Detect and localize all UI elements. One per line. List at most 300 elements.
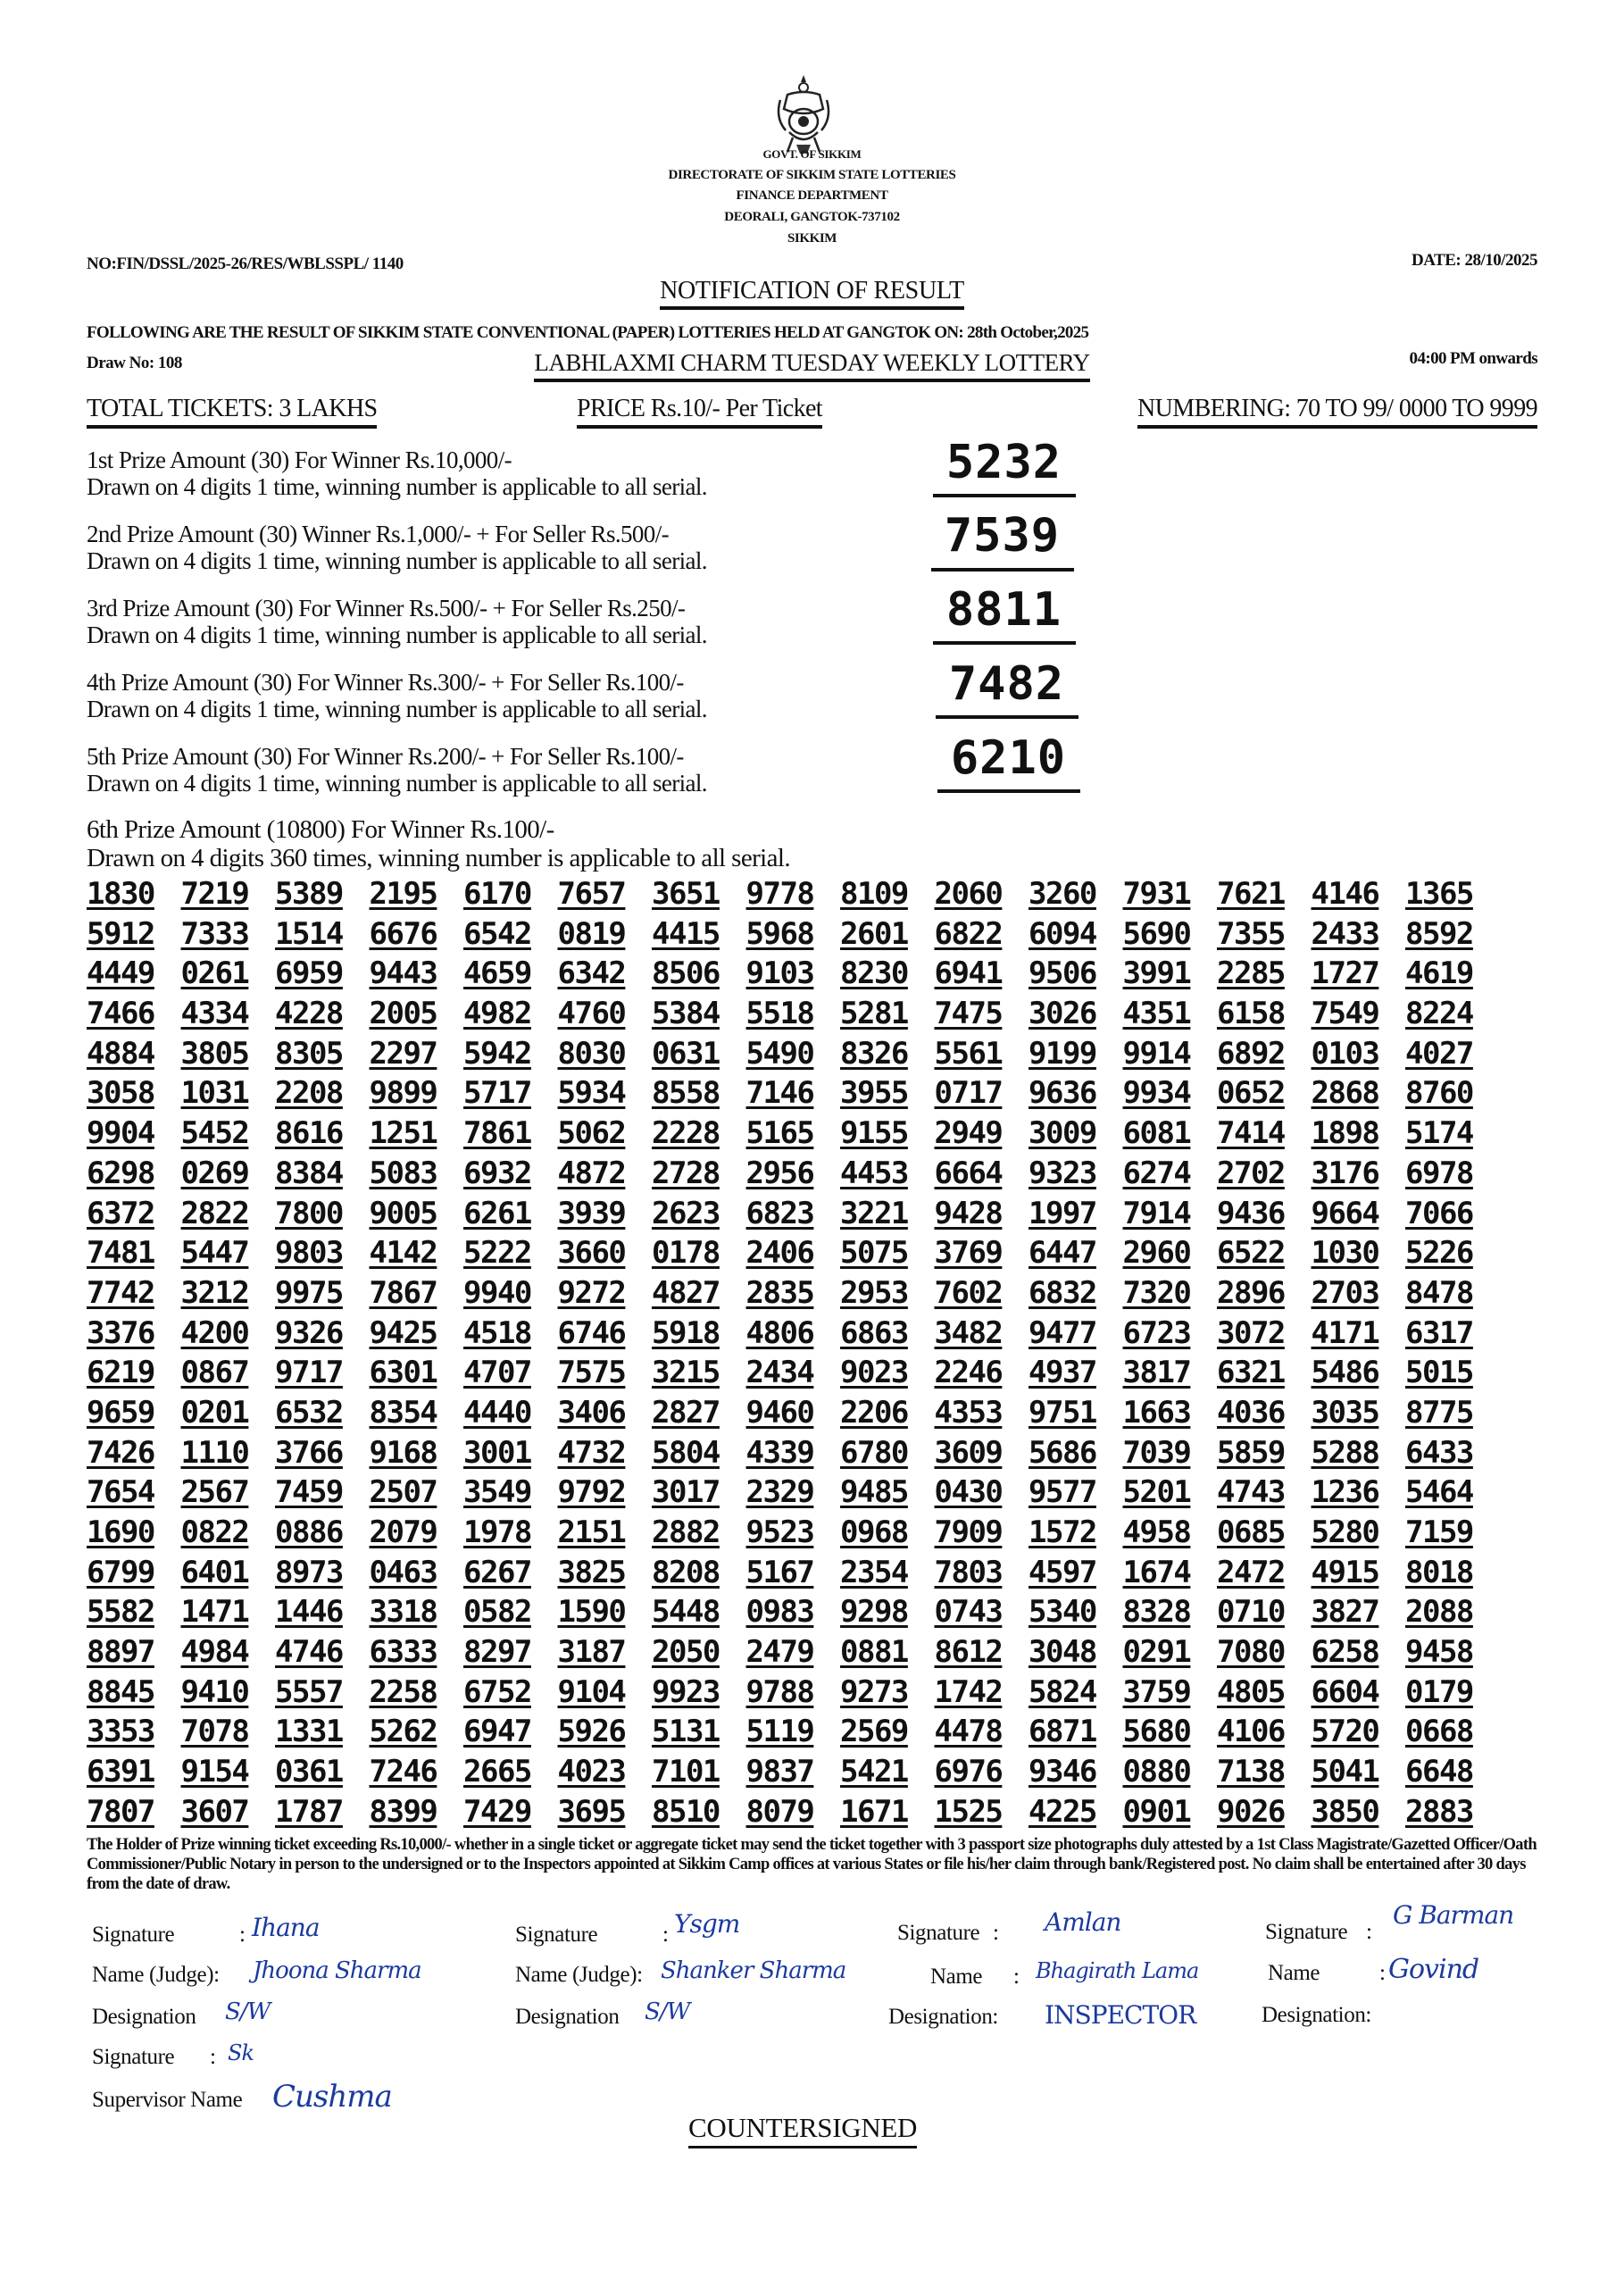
winning-number: 6532 [275, 1394, 343, 1431]
winning-number: 9717 [275, 1355, 343, 1391]
winning-number: 3260 [1029, 876, 1096, 912]
winning-number: 6664 [934, 1155, 1003, 1191]
winning-number: 6863 [840, 1314, 908, 1351]
fourth-name: Govind [1388, 1954, 1479, 1985]
winning-number: 1365 [1405, 876, 1473, 912]
judge2-designation-label: Designation [515, 2005, 620, 2029]
winning-number: 0261 [180, 955, 249, 992]
winning-number: 9273 [840, 1673, 908, 1710]
winning-number: 6261 [463, 1195, 531, 1231]
winning-number: 1830 [87, 876, 154, 912]
winning-number: 2896 [1217, 1274, 1285, 1311]
winning-number: 3827 [1311, 1594, 1379, 1631]
winning-number: 5262 [369, 1714, 437, 1750]
winning-number: 9899 [369, 1075, 437, 1112]
winning-number: 4827 [652, 1274, 720, 1311]
number-row [87, 1316, 1515, 1356]
winning-number: 4937 [1029, 1355, 1096, 1391]
winning-number: 8760 [1405, 1075, 1473, 1112]
winning-number: 4659 [463, 955, 531, 992]
winning-number: 5934 [557, 1075, 626, 1112]
winning-number: 4982 [463, 996, 531, 1032]
winning-number: 6752 [463, 1673, 531, 1710]
winning-number: 3482 [934, 1314, 1003, 1351]
winning-number: 6542 [463, 915, 531, 952]
winning-number: 2728 [652, 1155, 720, 1191]
winning-number: 2151 [557, 1514, 626, 1550]
winning-number: 9914 [1122, 1035, 1191, 1072]
winning-number: 2258 [369, 1673, 437, 1710]
winning-number: 7355 [1217, 915, 1285, 952]
winning-number: 5690 [1122, 915, 1191, 952]
winning-number: 6258 [1311, 1634, 1379, 1671]
winning-number: 2956 [745, 1155, 814, 1191]
colon: : [1013, 1965, 1020, 1989]
winning-number: 2354 [840, 1554, 908, 1590]
winning-number: 5083 [369, 1155, 437, 1191]
prize-4-description: 4th Prize Amount (30) For Winner Rs.300/- + For Seller Rs.100/- Drawn on 4 digits 1 time, winning number is applicable to all serial. [87, 669, 707, 722]
winning-number: 6372 [87, 1195, 154, 1231]
number-row [87, 877, 1515, 917]
winning-number: 0867 [180, 1355, 249, 1391]
winning-number: 3212 [180, 1274, 249, 1311]
winning-number: 4707 [463, 1355, 531, 1391]
number-row [87, 1037, 1515, 1077]
winning-number: 4518 [463, 1314, 531, 1351]
claim-instructions: The Holder of Prize winning ticket exceeding Rs.10,000/- whether in a single ticket or aggregate ticket may send the ticket together with 3 passport size photographs duly attested by a 1st Class Magistrate/Gazetted Officer/Oath Commissioner/Public Notary in person to the undersigned or to the Inspectors appointed at Sikkim Camp offices at various States or file his/her claim through bank/Registered post. No claim shall be entertained after 30 days from the date of draw. [87, 1836, 1537, 1893]
winning-number: 4339 [745, 1434, 814, 1471]
winning-number: 7466 [87, 996, 154, 1032]
winning-number: 8845 [87, 1673, 154, 1710]
winning-number: 3759 [1122, 1673, 1191, 1710]
prize-6-description: 6th Prize Amount (10800) For Winner Rs.100/- Drawn on 4 digits 360 times, winning number is applicable to all serial. [87, 815, 790, 872]
winning-number: 1727 [1311, 955, 1379, 992]
winning-number: 7742 [87, 1274, 154, 1311]
winning-number: 6941 [934, 955, 1003, 992]
number-row [87, 1356, 1515, 1396]
winning-number: 8326 [840, 1035, 908, 1072]
winning-number: 4743 [1217, 1474, 1285, 1511]
number-row [87, 1396, 1515, 1436]
draw-number: Draw No: 108 [87, 354, 182, 372]
winning-number: 5912 [87, 915, 154, 952]
fourth-designation-label: Designation: [1262, 2003, 1371, 2027]
winning-number: 0178 [652, 1235, 720, 1272]
winning-number: 0901 [1122, 1793, 1191, 1830]
winning-number: 8224 [1405, 996, 1473, 1032]
winning-number: 9506 [1029, 955, 1096, 992]
winning-number: 9154 [180, 1754, 249, 1790]
winning-number: 6321 [1217, 1355, 1285, 1391]
winning-number: 0685 [1217, 1514, 1285, 1550]
winning-number: 5281 [840, 996, 908, 1032]
winning-number: 7138 [1217, 1754, 1285, 1790]
fourth-signature: G Barman [1393, 1900, 1514, 1930]
winning-number: 9199 [1029, 1035, 1096, 1072]
judge2-signature-label: Signature [515, 1923, 598, 1947]
winning-number: 6932 [463, 1155, 531, 1191]
winning-number: 6094 [1029, 915, 1096, 952]
winning-number: 2567 [180, 1474, 249, 1511]
winning-number: 4351 [1122, 996, 1191, 1032]
winning-number: 4619 [1405, 955, 1473, 992]
winning-number: 4732 [557, 1434, 626, 1471]
winning-number: 9904 [87, 1115, 154, 1152]
winning-number: 6892 [1217, 1035, 1285, 1072]
winning-number: 1110 [180, 1434, 249, 1471]
winning-number: 2569 [840, 1714, 908, 1750]
winning-number: 9751 [1029, 1394, 1096, 1431]
winning-number: 7101 [652, 1754, 720, 1790]
divider [931, 568, 1074, 572]
winning-number: 0968 [840, 1514, 908, 1550]
winning-number: 1514 [275, 915, 343, 952]
winning-number: 3221 [840, 1195, 908, 1231]
winning-number: 7333 [180, 915, 249, 952]
prize-1-description: 1st Prize Amount (30) For Winner Rs.10,000/- Drawn on 4 digits 1 time, winning number is applicable to all serial. [87, 446, 707, 500]
winning-number: 6823 [745, 1195, 814, 1231]
winning-number: 3549 [463, 1474, 531, 1511]
winning-number: 9664 [1311, 1195, 1379, 1231]
number-row [87, 956, 1515, 997]
winning-number: 6522 [1217, 1235, 1285, 1272]
colon: : [1379, 1961, 1386, 1985]
winning-number: 6799 [87, 1554, 154, 1590]
supervisor-name: Cushma [272, 2079, 392, 2115]
winning-number: 0880 [1122, 1754, 1191, 1790]
winning-number: 2960 [1122, 1235, 1191, 1272]
notification-date: DATE: 28/10/2025 [1411, 251, 1537, 270]
winning-number: 6333 [369, 1634, 437, 1671]
winning-number: 2297 [369, 1035, 437, 1072]
number-row [87, 1236, 1515, 1276]
divider [933, 641, 1076, 645]
winning-number: 3017 [652, 1474, 720, 1511]
winning-number: 5041 [1311, 1754, 1379, 1790]
winning-number: 0668 [1405, 1714, 1473, 1750]
winning-number: 9923 [652, 1673, 720, 1710]
winning-number: 3607 [180, 1793, 249, 1830]
winning-number: 1236 [1311, 1474, 1379, 1511]
winning-number: 6780 [840, 1434, 908, 1471]
winning-number: 0631 [652, 1035, 720, 1072]
winning-number: 9023 [840, 1355, 908, 1391]
winning-number: 7426 [87, 1434, 154, 1471]
winning-number: 4597 [1029, 1554, 1096, 1590]
winning-number: 2665 [463, 1754, 531, 1790]
judge1-name-label: Name (Judge): [92, 1963, 220, 1987]
winning-number: 5201 [1122, 1474, 1191, 1511]
winning-number: 1671 [840, 1793, 908, 1830]
winning-number: 7429 [463, 1793, 531, 1830]
winning-number: 1471 [180, 1594, 249, 1631]
winning-number: 2195 [369, 876, 437, 912]
winning-number: 4142 [369, 1235, 437, 1272]
winning-number: 6081 [1122, 1115, 1191, 1152]
winning-number: 0582 [463, 1594, 531, 1631]
judge1-designation: S/W [225, 1998, 271, 2025]
winning-number: 5389 [275, 876, 343, 912]
winning-number: 4884 [87, 1035, 154, 1072]
winning-number: 6976 [934, 1754, 1003, 1790]
number-row [87, 1156, 1515, 1197]
winning-number: 8297 [463, 1634, 531, 1671]
winning-number: 9410 [180, 1673, 249, 1710]
winning-number: 1997 [1029, 1195, 1096, 1231]
number-row [87, 1675, 1515, 1715]
winning-number: 6401 [180, 1554, 249, 1590]
winning-number: 7146 [745, 1075, 814, 1112]
winning-number: 3805 [180, 1035, 249, 1072]
winning-number: 6267 [463, 1554, 531, 1590]
winning-number: 8612 [934, 1634, 1003, 1671]
winning-number: 7078 [180, 1714, 249, 1750]
winning-number: 6676 [369, 915, 437, 952]
winning-number: 3318 [369, 1594, 437, 1631]
winning-number: 7861 [463, 1115, 531, 1152]
winning-number: 5167 [745, 1554, 814, 1590]
winning-number: 5448 [652, 1594, 720, 1631]
winning-number: 4440 [463, 1394, 531, 1431]
winning-number: 0291 [1122, 1634, 1191, 1671]
winning-number: 6158 [1217, 996, 1285, 1032]
winning-number: 2601 [840, 915, 908, 952]
winning-number: 1742 [934, 1673, 1003, 1710]
winning-number: 4225 [1029, 1793, 1096, 1830]
winning-number: 6822 [934, 915, 1003, 952]
winning-number: 2623 [652, 1195, 720, 1231]
winning-number: 3695 [557, 1793, 626, 1830]
inspector-signature: Amlan [1045, 1907, 1121, 1937]
winning-number: 8328 [1122, 1594, 1191, 1631]
number-row [87, 1795, 1515, 1835]
winning-number: 9975 [275, 1274, 343, 1311]
winning-number: 3376 [87, 1314, 154, 1351]
winning-number: 5340 [1029, 1594, 1096, 1631]
winning-number: 2479 [745, 1634, 814, 1671]
winning-number: 1674 [1122, 1554, 1191, 1590]
prize-2-number: 7539 [944, 509, 1061, 563]
winning-number: 9168 [369, 1434, 437, 1471]
winning-number: 0710 [1217, 1594, 1285, 1631]
winning-number: 6871 [1029, 1714, 1096, 1750]
number-row [87, 917, 1515, 957]
winning-number: 1663 [1122, 1394, 1191, 1431]
winning-number: 7039 [1122, 1434, 1191, 1471]
winning-number: 9298 [840, 1594, 908, 1631]
winning-number: 2953 [840, 1274, 908, 1311]
winning-number: 6274 [1122, 1155, 1191, 1191]
winning-number: 9272 [557, 1274, 626, 1311]
winning-number: 1787 [275, 1793, 343, 1830]
winning-number: 8018 [1405, 1554, 1473, 1590]
winning-number: 8399 [369, 1793, 437, 1830]
number-row [87, 997, 1515, 1037]
winning-number: 3026 [1029, 996, 1096, 1032]
winning-number: 7931 [1122, 876, 1191, 912]
winning-number: 9636 [1029, 1075, 1096, 1112]
winning-number: 7080 [1217, 1634, 1285, 1671]
winning-number: 9837 [745, 1754, 814, 1790]
winning-number: 5075 [840, 1235, 908, 1272]
number-row [87, 1276, 1515, 1316]
winning-number: 3176 [1311, 1155, 1379, 1191]
winning-number: 4453 [840, 1155, 908, 1191]
winning-number: 2228 [652, 1115, 720, 1152]
winning-number: 3009 [1029, 1115, 1096, 1152]
winning-number: 4228 [275, 996, 343, 1032]
judge1-name: Jhoona Sharma [253, 1957, 421, 1984]
winning-number: 7549 [1311, 996, 1379, 1032]
number-row [87, 1076, 1515, 1116]
winning-number: 2079 [369, 1514, 437, 1550]
inspector-designation: INSPECTOR [1045, 2000, 1196, 2030]
number-row [87, 1197, 1515, 1237]
winning-number: 7657 [557, 876, 626, 912]
winning-number: 6978 [1405, 1155, 1473, 1191]
winning-number: 9934 [1122, 1075, 1191, 1112]
winning-number: 4958 [1122, 1514, 1191, 1550]
winning-number: 6298 [87, 1155, 154, 1191]
winning-number: 1525 [934, 1793, 1003, 1830]
winning-number: 5859 [1217, 1434, 1285, 1471]
judge1-designation-label: Designation [92, 2005, 196, 2029]
winning-number: 3766 [275, 1434, 343, 1471]
winning-number: 1331 [275, 1714, 343, 1750]
winning-number: 3769 [934, 1235, 1003, 1272]
winning-number: 0652 [1217, 1075, 1285, 1112]
winning-number: 3651 [652, 876, 720, 912]
winning-number: 9323 [1029, 1155, 1096, 1191]
winning-number: 9443 [369, 955, 437, 992]
winning-number: 1572 [1029, 1514, 1096, 1550]
winning-number: 7481 [87, 1235, 154, 1272]
draw-time: 04:00 PM onwards [1409, 349, 1537, 368]
winning-number: 8897 [87, 1634, 154, 1671]
winning-number: 7575 [557, 1355, 626, 1391]
prize-4-number: 7482 [948, 657, 1065, 711]
winning-number: 9792 [557, 1474, 626, 1511]
winning-number: 2507 [369, 1474, 437, 1511]
winning-number: 2472 [1217, 1554, 1285, 1590]
winning-number: 9326 [275, 1314, 343, 1351]
winning-number: 1978 [463, 1514, 531, 1550]
winning-number: 2285 [1217, 955, 1285, 992]
winning-number: 6604 [1311, 1673, 1379, 1710]
winning-number: 2434 [745, 1355, 814, 1391]
winning-number: 9803 [275, 1235, 343, 1272]
inspector-name: Bhagirath Lama [1036, 1958, 1199, 1983]
winning-number: 2703 [1311, 1274, 1379, 1311]
judge2-name-label: Name (Judge): [515, 1963, 643, 1987]
winning-number: 1590 [557, 1594, 626, 1631]
winning-number: 1031 [180, 1075, 249, 1112]
number-row [87, 1116, 1515, 1156]
winning-number: 9940 [463, 1274, 531, 1311]
winning-number: 5165 [745, 1115, 814, 1152]
winning-number: 5680 [1122, 1714, 1191, 1750]
winning-number: 5918 [652, 1314, 720, 1351]
winning-number: 6959 [275, 955, 343, 992]
supervisor-signature-label: Signature [92, 2045, 175, 2069]
winning-number: 1446 [275, 1594, 343, 1631]
number-row [87, 1475, 1515, 1515]
org-line-directorate: DIRECTORATE OF SIKKIM STATE LOTTERIES [668, 168, 956, 182]
winning-number: 6433 [1405, 1434, 1473, 1471]
winning-number: 3406 [557, 1394, 626, 1431]
winning-number: 6391 [87, 1754, 154, 1790]
prize-6-number-grid [87, 877, 1515, 1835]
winning-number: 2835 [745, 1274, 814, 1311]
winning-number: 9103 [745, 955, 814, 992]
sikkim-emblem-icon [770, 73, 837, 157]
org-line-address: DEORALI, GANGTOK-737102 [724, 210, 900, 224]
winning-number: 7654 [87, 1474, 154, 1511]
ticket-price: PRICE Rs.10/- Per Ticket [577, 395, 822, 429]
winning-number: 9346 [1029, 1754, 1096, 1790]
winning-number: 8592 [1405, 915, 1473, 952]
winning-number: 8973 [275, 1554, 343, 1590]
supervisor-name-label: Supervisor Name [92, 2088, 243, 2112]
winning-number: 0983 [745, 1594, 814, 1631]
winning-number: 9788 [745, 1673, 814, 1710]
winning-number: 1030 [1311, 1235, 1379, 1272]
winning-number: 4806 [745, 1314, 814, 1351]
winning-number: 5280 [1311, 1514, 1379, 1550]
winning-number: 4027 [1405, 1035, 1473, 1072]
winning-number: 8305 [275, 1035, 343, 1072]
winning-number: 5452 [180, 1115, 249, 1152]
prize-3-number: 8811 [945, 583, 1062, 637]
winning-number: 4805 [1217, 1673, 1285, 1710]
winning-number: 2050 [652, 1634, 720, 1671]
winning-number: 2246 [934, 1355, 1003, 1391]
winning-number: 7246 [369, 1754, 437, 1790]
number-row [87, 1515, 1515, 1556]
winning-number: 0361 [275, 1754, 343, 1790]
winning-number: 9026 [1217, 1793, 1285, 1830]
winning-number: 3850 [1311, 1793, 1379, 1830]
winning-number: 6832 [1029, 1274, 1096, 1311]
winning-number: 7867 [369, 1274, 437, 1311]
colon: : [210, 2045, 216, 2069]
winning-number: 5131 [652, 1714, 720, 1750]
winning-number: 4915 [1311, 1554, 1379, 1590]
winning-number: 9428 [934, 1195, 1003, 1231]
prize-1-number: 5232 [945, 436, 1062, 489]
winning-number: 7066 [1405, 1195, 1473, 1231]
colon: : [1366, 1920, 1372, 1944]
winning-number: 3072 [1217, 1314, 1285, 1351]
winning-number: 2406 [745, 1235, 814, 1272]
winning-number: 5518 [745, 996, 814, 1032]
winning-number: 3058 [87, 1075, 154, 1112]
winning-number: 7914 [1122, 1195, 1191, 1231]
winning-number: 2949 [934, 1115, 1003, 1152]
winning-number: 3817 [1122, 1355, 1191, 1391]
winning-number: 8506 [652, 955, 720, 992]
winning-number: 8030 [557, 1035, 626, 1072]
winning-number: 9659 [87, 1394, 154, 1431]
winning-number: 3609 [934, 1434, 1003, 1471]
winning-number: 4106 [1217, 1714, 1285, 1750]
winning-number: 6219 [87, 1355, 154, 1391]
winning-number: 5486 [1311, 1355, 1379, 1391]
winning-number: 8230 [840, 955, 908, 992]
winning-number: 4146 [1311, 876, 1379, 912]
winning-number: 5717 [463, 1075, 531, 1112]
winning-number: 5288 [1311, 1434, 1379, 1471]
